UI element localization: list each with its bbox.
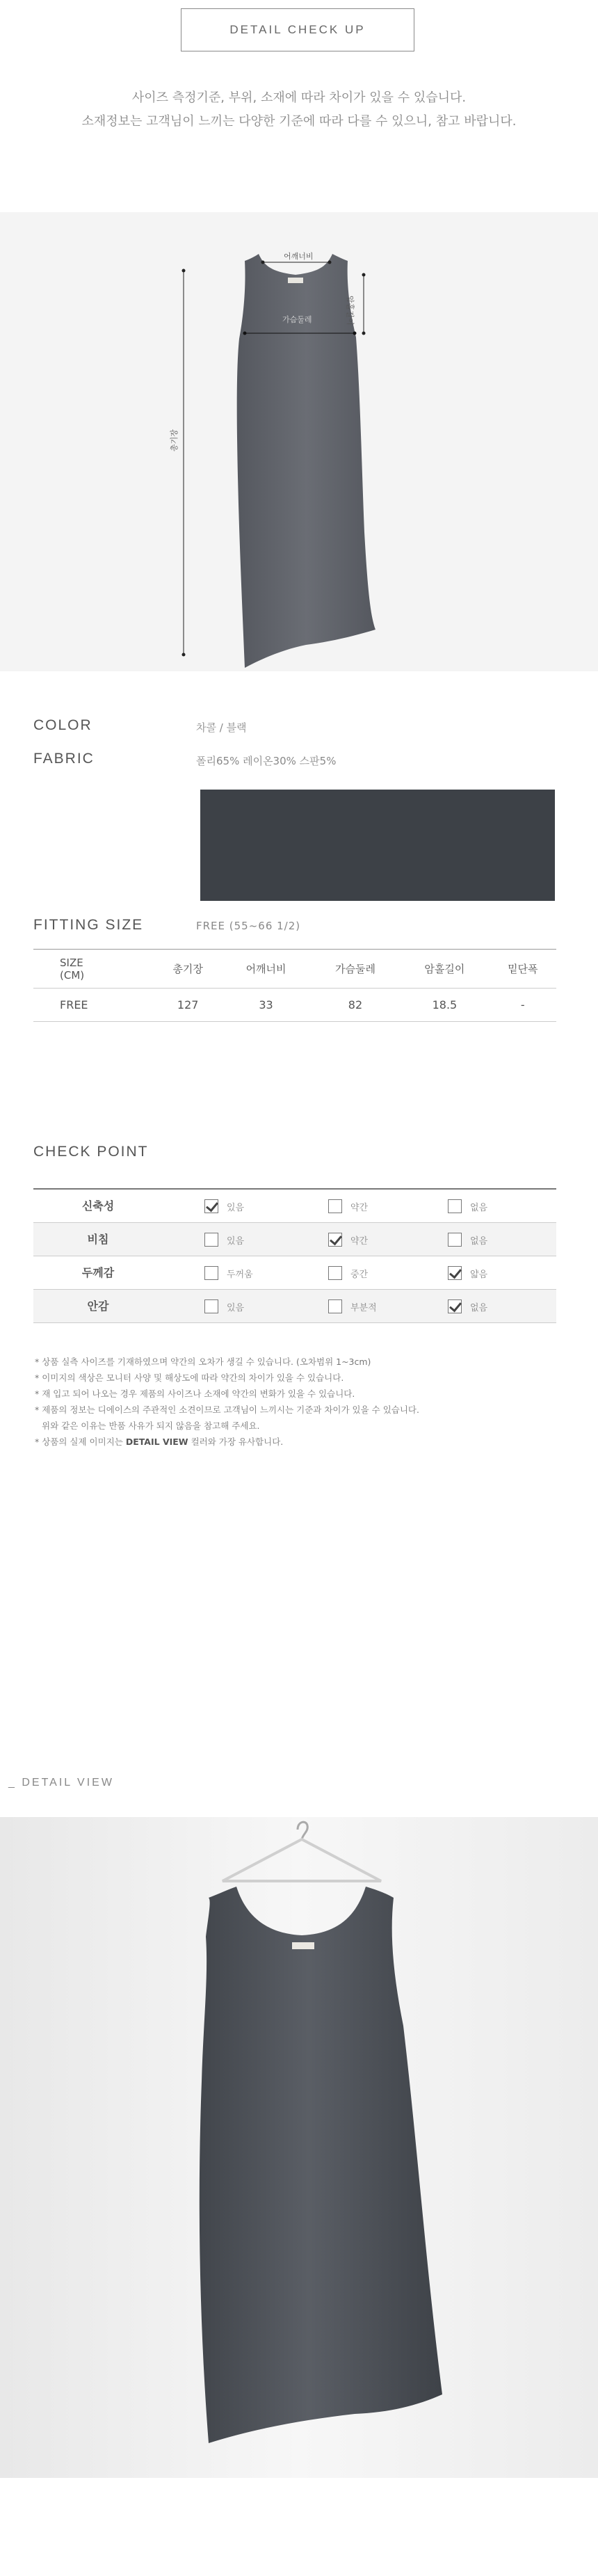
size-header-cell: SIZE (CM) xyxy=(60,956,85,982)
size-cell: - xyxy=(520,998,525,1011)
empty-box-icon xyxy=(328,1266,342,1280)
check-row-label: 안감 xyxy=(87,1299,109,1313)
neck-label-tag xyxy=(292,1942,314,1949)
size-table-header xyxy=(33,950,556,989)
color-key: COLOR xyxy=(33,717,92,733)
check-option-label: 약간 xyxy=(350,1202,369,1213)
color-row xyxy=(33,717,576,738)
length-label: 총기장 xyxy=(170,429,179,451)
check-option-label: 부분적 xyxy=(350,1302,377,1313)
fitting-size-title: FITTING SIZE xyxy=(33,917,144,933)
disclaimer-line-1: 사이즈 측정기준, 부위, 소재에 따라 차이가 있을 수 있습니다. xyxy=(131,90,467,105)
check-option xyxy=(204,1223,244,1256)
size-disclaimer xyxy=(0,86,598,134)
check-option-label: 없음 xyxy=(470,1302,488,1313)
armhole-label: 암홀길이 xyxy=(346,296,355,326)
check-option-label: 있음 xyxy=(227,1302,245,1313)
note-line: * 제품의 정보는 디에이스의 주관적인 소견이므로 고객님이 느끼시는 기준과 차이가 있을 수 있습니다. xyxy=(35,1405,419,1415)
check-option-label: 얇음 xyxy=(470,1269,488,1280)
check-row xyxy=(33,1290,556,1323)
check-option xyxy=(204,1290,244,1323)
check-option xyxy=(204,1256,253,1290)
check-row xyxy=(33,1256,556,1290)
dress-photo-svg xyxy=(0,1817,598,2478)
checked-box-icon xyxy=(204,1199,218,1213)
empty-box-icon xyxy=(328,1199,342,1213)
fabric-row xyxy=(33,751,576,771)
empty-box-icon xyxy=(204,1299,218,1313)
note-line: * 재 입고 되어 나오는 경우 제품의 사이즈나 소재에 약간의 변화가 있을 수 있습니다. xyxy=(35,1389,355,1399)
check-option xyxy=(448,1290,487,1323)
check-row xyxy=(33,1190,556,1223)
check-option xyxy=(328,1290,377,1323)
check-option xyxy=(448,1256,487,1290)
size-header-cell: 밑단폭 xyxy=(508,963,538,975)
chest-label: 가슴둘레 xyxy=(282,315,312,324)
detail-view-label: _ DETAIL VIEW xyxy=(8,1777,114,1789)
empty-box-icon xyxy=(448,1199,462,1213)
checked-box-icon xyxy=(448,1266,462,1280)
size-header-cell: 가슴둘레 xyxy=(334,963,375,975)
check-option xyxy=(328,1190,368,1223)
dress-diagram-svg xyxy=(0,212,598,671)
size-cell: FREE xyxy=(60,998,88,1011)
check-row-label: 신축성 xyxy=(81,1199,115,1213)
size-table xyxy=(33,949,556,1022)
size-header-cell: 총기장 xyxy=(172,963,203,975)
empty-box-icon xyxy=(328,1299,342,1313)
size-header-cell: 어깨너비 xyxy=(245,963,286,975)
size-table-row xyxy=(33,989,556,1022)
size-cell: 82 xyxy=(348,998,363,1011)
check-row xyxy=(33,1223,556,1256)
note-line: * 상품 실측 사이즈를 기재하였으며 약간의 오차가 생길 수 있습니다. (오차범위 1~3cm) xyxy=(35,1357,371,1367)
detail-view-photo xyxy=(0,1817,598,2478)
fabric-swatch xyxy=(200,790,555,901)
check-option-label: 중간 xyxy=(350,1269,369,1280)
fabric-value: 폴리65% 레이온30% 스판5% xyxy=(196,755,337,767)
check-option xyxy=(328,1223,368,1256)
check-option-label: 없음 xyxy=(470,1235,488,1247)
empty-box-icon xyxy=(204,1266,218,1280)
note-line: * 상품의 실제 이미지는 DETAIL VIEW 컬러와 가장 유사합니다. xyxy=(35,1437,284,1447)
check-option-label: 약간 xyxy=(350,1235,369,1247)
size-cell: 33 xyxy=(259,998,273,1011)
empty-box-icon xyxy=(204,1233,218,1247)
size-header-cell: 암홀길이 xyxy=(424,963,465,975)
note-line: * 이미지의 색상은 모니터 사양 및 해상도에 따라 약간의 차이가 있을 수 있습니다. xyxy=(35,1373,344,1383)
detail-header xyxy=(0,0,598,212)
size-cell: 18.5 xyxy=(432,998,458,1011)
check-option xyxy=(204,1190,244,1223)
check-point-title: CHECK POINT xyxy=(33,1144,149,1160)
check-row-label: 비침 xyxy=(87,1233,109,1246)
fabric-key: FABRIC xyxy=(33,751,95,767)
check-point-table xyxy=(33,1188,556,1323)
note-line: 위와 같은 이유는 반품 사유가 되지 않음을 참고해 주세요. xyxy=(42,1421,260,1431)
neck-label-tag xyxy=(288,278,303,283)
product-notes xyxy=(35,1354,563,1450)
check-option-label: 없음 xyxy=(470,1202,488,1213)
disclaimer-line-2: 소재정보는 고객님이 느끼는 다양한 기준에 따라 다를 수 있으니, 참고 바랍니다. xyxy=(81,114,517,129)
check-option xyxy=(328,1256,368,1290)
checked-box-icon xyxy=(448,1299,462,1313)
color-value: 차콜 / 블랙 xyxy=(196,721,247,734)
shoulder-label: 어깨너비 xyxy=(284,252,314,261)
check-row-label: 두께감 xyxy=(81,1266,115,1279)
measurement-diagram xyxy=(0,212,598,671)
fitting-size-note: FREE (55~66 1/2) xyxy=(196,920,301,932)
check-option xyxy=(448,1223,487,1256)
checked-box-icon xyxy=(328,1233,342,1247)
size-cell: 127 xyxy=(177,998,199,1011)
detail-check-up-title: DETAIL CHECK UP xyxy=(181,8,414,51)
check-option xyxy=(448,1190,487,1223)
empty-box-icon xyxy=(448,1233,462,1247)
check-option-label: 있음 xyxy=(227,1235,245,1247)
check-option-label: 있음 xyxy=(227,1202,245,1213)
check-option-label: 두꺼움 xyxy=(227,1269,253,1280)
